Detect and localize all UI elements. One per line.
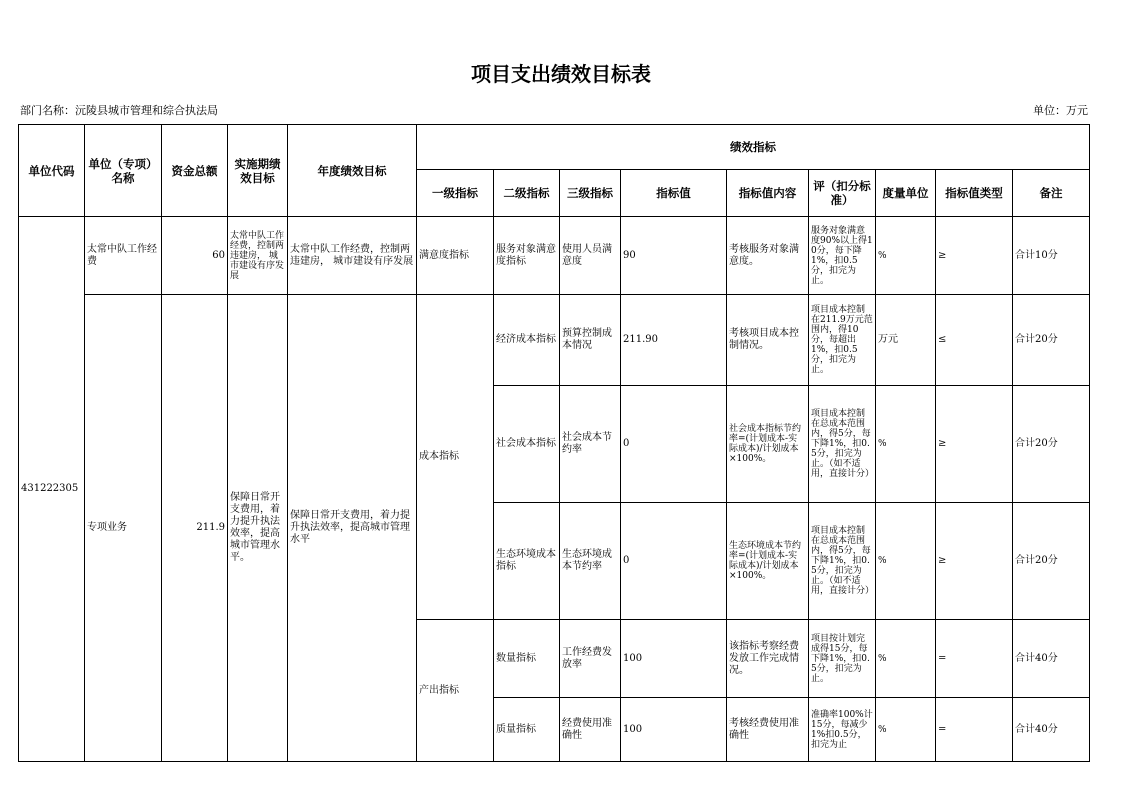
value-type-cell: ≥: [936, 217, 1013, 295]
header-unit: 度量单位: [876, 170, 936, 217]
impl-goal-cell: 保障日常开支费用，着力提升执法效率，提高城市管理水平。: [228, 295, 288, 762]
scoring-cell: 项目成本控制在总成本范围内，得5分，每下降1%，扣0.5分，扣完为止。（如不适用，直接计分）: [809, 386, 876, 503]
level2-cell: 质量指标: [494, 698, 560, 762]
remark-cell: 合计40分: [1013, 620, 1090, 698]
header-perf-indicators: 绩效指标: [417, 125, 1090, 170]
header-level2: 二级指标: [494, 170, 560, 217]
annual-goal-cell: 保障日常开支费用，着力提升执法效率，提高城市管理水平: [288, 295, 417, 762]
level1-cell: 满意度指标: [417, 217, 494, 295]
header-scoring: 评（扣分标准）: [809, 170, 876, 217]
header-value: 指标值: [621, 170, 727, 217]
annual-goal-cell: 太常中队工作经费，控制两违建房， 城市建设有序发展: [288, 217, 417, 295]
header-impl-goal: 实施期绩效目标: [228, 125, 288, 217]
impl-goal-cell: 太常中队工作经费，控制两违建房， 城市建设有序发展: [228, 217, 288, 295]
unit-cell: %: [876, 217, 936, 295]
level3-cell: 经费使用准确性: [560, 698, 621, 762]
scoring-cell: 项目按计划完成得15分，每下降1%，扣0.5分，扣完为止。: [809, 620, 876, 698]
value-type-cell: ≥: [936, 386, 1013, 503]
header-level1: 一级指标: [417, 170, 494, 217]
header-annual-goal: 年度绩效目标: [288, 125, 417, 217]
scoring-cell: 项目成本控制在总成本范围内，得5分，每下降1%，扣0.5分，扣完为止。（如不适用，直接计分）: [809, 503, 876, 620]
value-cell: 0: [621, 386, 727, 503]
level3-cell: 生态环境成本节约率: [560, 503, 621, 620]
value-content-cell: 考核项目成本控制情况。: [727, 295, 809, 386]
level2-cell: 数量指标: [494, 620, 560, 698]
header-level3: 三级指标: [560, 170, 621, 217]
unit-cell: %: [876, 698, 936, 762]
project-name-cell: 专项业务: [85, 295, 162, 762]
remark-cell: 合计20分: [1013, 295, 1090, 386]
currency-unit: 单位：万元: [1033, 104, 1088, 117]
scoring-cell: 项目成本控制在211.9万元范围内，得10分，每超出1%，扣0.5分，扣完为止。: [809, 295, 876, 386]
header-unit-name: 单位（专项）名称: [85, 125, 162, 217]
header-value-content: 指标值内容: [727, 170, 809, 217]
unit-cell: %: [876, 620, 936, 698]
level3-cell: 社会成本节约率: [560, 386, 621, 503]
scoring-cell: 准确率100%计15分，每减少1%扣0.5分，扣完为止: [809, 698, 876, 762]
level2-cell: 生态环境成本指标: [494, 503, 560, 620]
value-content-cell: 该指标考察经费发放工作完成情况。: [727, 620, 809, 698]
level1-cell: 产出指标: [417, 620, 494, 762]
scoring-cell: 服务对象满意度90%以上得10分，每下降1%，扣0.5分，扣完为止。: [809, 217, 876, 295]
value-cell: 100: [621, 620, 727, 698]
page-title: 项目支出绩效目标表: [471, 62, 651, 86]
unit-cell: %: [876, 503, 936, 620]
header-unit-code: 单位代码: [19, 125, 85, 217]
remark-cell: 合计10分: [1013, 217, 1090, 295]
value-cell: 211.90: [621, 295, 727, 386]
value-cell: 100: [621, 698, 727, 762]
level3-cell: 使用人员满意度: [560, 217, 621, 295]
unit-cell: %: [876, 386, 936, 503]
value-type-cell: ≤: [936, 295, 1013, 386]
remark-cell: 合计20分: [1013, 386, 1090, 503]
level3-cell: 工作经费发放率: [560, 620, 621, 698]
level3-cell: 预算控制成本情况: [560, 295, 621, 386]
fund-cell: 211.9: [162, 295, 228, 762]
header-value-type: 指标值类型: [936, 170, 1013, 217]
level2-cell: 社会成本指标: [494, 386, 560, 503]
department-name: 部门名称：沅陵县城市管理和综合执法局: [20, 104, 218, 117]
performance-table: [18, 124, 1090, 762]
header-fund-total: 资金总额: [162, 125, 228, 217]
value-type-cell: ≥: [936, 503, 1013, 620]
value-content-cell: 社会成本指标节约率=(计划成本-实际成本)/计划成本×100%。: [727, 386, 809, 503]
level1-cell: 成本指标: [417, 295, 494, 620]
table-row: [19, 295, 1090, 386]
header-remark: 备注: [1013, 170, 1090, 217]
value-content-cell: 生态环境成本节约率=(计划成本-实际成本)/计划成本×100%。: [727, 503, 809, 620]
value-type-cell: =: [936, 698, 1013, 762]
remark-cell: 合计40分: [1013, 698, 1090, 762]
remark-cell: 合计20分: [1013, 503, 1090, 620]
project-name-cell: 太常中队工作经费: [85, 217, 162, 295]
value-cell: 0: [621, 503, 727, 620]
unit-code-cell: 431222305: [19, 217, 85, 762]
value-content-cell: 考核经费使用准确性: [727, 698, 809, 762]
unit-cell: 万元: [876, 295, 936, 386]
fund-cell: 60: [162, 217, 228, 295]
level2-cell: 服务对象满意度指标: [494, 217, 560, 295]
table-row: [19, 217, 1090, 295]
value-cell: 90: [621, 217, 727, 295]
value-content-cell: 考核服务对象满意度。: [727, 217, 809, 295]
level2-cell: 经济成本指标: [494, 295, 560, 386]
value-type-cell: =: [936, 620, 1013, 698]
